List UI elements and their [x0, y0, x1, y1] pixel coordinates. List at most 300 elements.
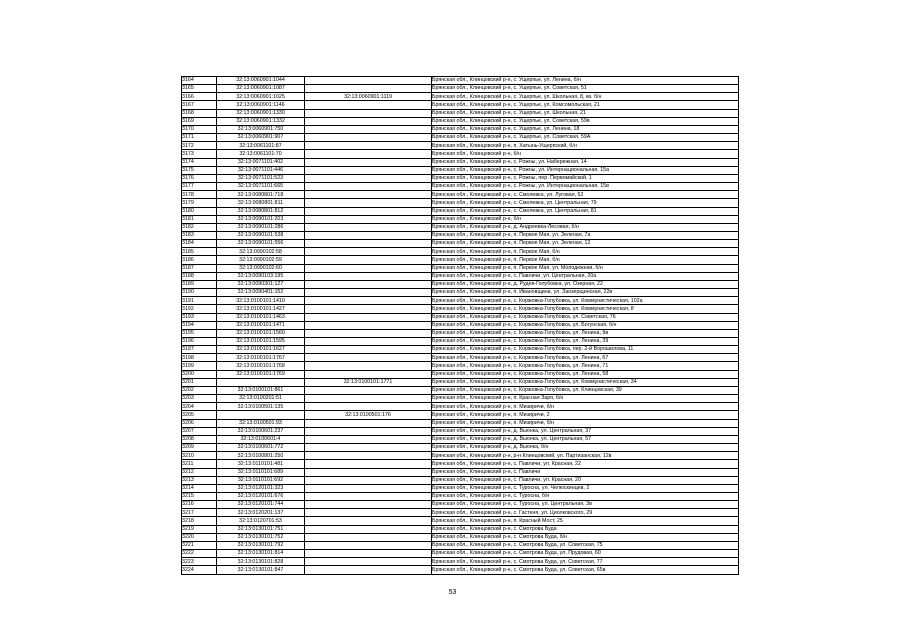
- cadastral-number-secondary: [305, 541, 432, 549]
- row-number: 3171: [182, 134, 217, 142]
- row-number: 3177: [182, 183, 217, 191]
- cadastral-number-secondary: [305, 338, 432, 346]
- address-cell: Брянская обл., Клинцовский р-н, п. Красный Мост, 25: [432, 517, 739, 525]
- cadastral-number-secondary: [305, 460, 432, 468]
- cadastral-number: 32:13:0060901:1087: [217, 85, 305, 93]
- cadastral-number-secondary: [305, 354, 432, 362]
- cadastral-number-secondary: [305, 150, 432, 158]
- table-row: [182, 329, 739, 337]
- cadastral-number: 32:13:0060901:907: [217, 134, 305, 142]
- address-cell: Брянская обл., Клинцовский р-н, с. Ущерпье, ул. Комсомольская, 21: [432, 101, 739, 109]
- table-row: [182, 362, 739, 370]
- table-row: [182, 386, 739, 394]
- row-number: 3173: [182, 150, 217, 158]
- table-row: [182, 297, 739, 305]
- row-number: 3222: [182, 550, 217, 558]
- cadastral-number-secondary: [305, 280, 432, 288]
- cadastral-number-secondary: [305, 240, 432, 248]
- cadastral-number: 32:13:0071101:523: [217, 174, 305, 182]
- row-number: 3168: [182, 109, 217, 117]
- row-number: 3213: [182, 476, 217, 484]
- cadastral-number: 32:13:0100101:1627: [217, 346, 305, 354]
- table-row: [182, 550, 739, 558]
- address-cell: Брянская обл., Клинцовский р-н, б/н: [432, 150, 739, 158]
- row-number: 3184: [182, 240, 217, 248]
- row-number: 3185: [182, 248, 217, 256]
- row-number: 3201: [182, 378, 217, 386]
- table-row: [182, 174, 739, 182]
- address-cell: Брянская обл., Клинцовский р-н, с. Смолевка, ул. Луговая, 52: [432, 191, 739, 199]
- cadastral-number: 32:13:0130101:828: [217, 558, 305, 566]
- row-number: 3186: [182, 256, 217, 264]
- cadastral-number-secondary: [305, 142, 432, 150]
- address-cell: Брянская обл., Клинцовский р-н, п. Хатынь-Ущерпский, б/н: [432, 142, 739, 150]
- address-cell: Брянская обл., Клинцовский р-н, с. Ущерпье, ул. Советская, 59в: [432, 117, 739, 125]
- table-row: [182, 444, 739, 452]
- cadastral-number: 32:13:0060901:1330: [217, 109, 305, 117]
- cadastral-number: 32:13:0060901:1146: [217, 101, 305, 109]
- address-cell: Брянская обл., Клинцовский р-н, с. Ущерпье, ул. Ленина, 18: [432, 125, 739, 133]
- cadastral-number-secondary: [305, 476, 432, 484]
- cadastral-number-secondary: [305, 386, 432, 394]
- address-cell: Брянская обл., Клинцовский р-н, б/н: [432, 215, 739, 223]
- table-row: [182, 166, 739, 174]
- row-number: 3176: [182, 174, 217, 182]
- cadastral-number-secondary: [305, 272, 432, 280]
- address-cell: Брянская обл., Клинцовский р-н, с. Ущерпье, ул. Советская, 51: [432, 85, 739, 93]
- row-number: 3197: [182, 346, 217, 354]
- table-row: [182, 256, 739, 264]
- row-number: 3214: [182, 484, 217, 492]
- table-row: [182, 109, 739, 117]
- cadastral-number: 32:13:0120101:323: [217, 484, 305, 492]
- address-cell: Брянская обл., Клинцовский р-н, п. Первое Мая, б/н: [432, 248, 739, 256]
- table-row: [182, 77, 739, 85]
- address-cell: Брянская обл., Клинцовский р-н, с. Туросна, ул. Челюскинцев, 2: [432, 484, 739, 492]
- table-row: [182, 150, 739, 158]
- row-number: 3216: [182, 501, 217, 509]
- table-row: [182, 468, 739, 476]
- table-row: [182, 289, 739, 297]
- cadastral-number-secondary: 32:13:0100501:176: [305, 411, 432, 419]
- cadastral-number: 32:13:0120201:137: [217, 509, 305, 517]
- address-cell: Брянская обл., Клинцовский р-н, с. Смотрова Буда, ул. Прудовая, 60: [432, 550, 739, 558]
- cadastral-number-secondary: [305, 452, 432, 460]
- cadastral-number: 32:13:0061101:70: [217, 150, 305, 158]
- cadastral-number: 32:13:0100101:1769: [217, 370, 305, 378]
- row-number: 3190: [182, 289, 217, 297]
- cadastral-number: 32:13:0110101:689: [217, 468, 305, 476]
- cadastral-number-secondary: [305, 517, 432, 525]
- table-row: [182, 125, 739, 133]
- cadastral-number-secondary: [305, 492, 432, 500]
- table-row: [182, 248, 739, 256]
- cadastral-number: 32:13:0090101:556: [217, 240, 305, 248]
- cadastral-number: 32:13:0100101:1410: [217, 297, 305, 305]
- cadastral-number: 32:13:0060901:1025: [217, 93, 305, 101]
- cadastral-number: 32:13:0080801:811: [217, 199, 305, 207]
- address-cell: Брянская обл., Клинцовский р-н, с. Смолевка, ул. Центральная, 79: [432, 199, 739, 207]
- address-cell: Брянская обл., Клинцовский р-н, с. Рожны, ул. Интернациональная, 15в: [432, 183, 739, 191]
- row-number: 3189: [182, 280, 217, 288]
- table-row: [182, 346, 739, 354]
- address-cell: Брянская обл., Клинцовский р-н, с. Коржовка-Голубовка, ул. Ленина, 9в: [432, 329, 739, 337]
- address-cell: Брянская обл., Клинцовский р-н, д. Вьюнка, ул. Центральная, 37: [432, 427, 739, 435]
- cadastral-number-secondary: [305, 346, 432, 354]
- row-number: 3218: [182, 517, 217, 525]
- table-row: [182, 427, 739, 435]
- row-number: 3215: [182, 492, 217, 500]
- row-number: 3210: [182, 452, 217, 460]
- address-cell: Брянская обл., Клинцовский р-н, с. Коржовка-Голубовка, ул. Клинцовская, 39: [432, 386, 739, 394]
- row-number: 3187: [182, 264, 217, 272]
- row-number: 3223: [182, 558, 217, 566]
- table-row: [182, 558, 739, 566]
- address-cell: Брянская обл., Клинцовский р-н, с. Коржовка-Голубовка, пер. 2-й Ворошилова, 11: [432, 346, 739, 354]
- cadastral-number: 32:13:0100101:1471: [217, 321, 305, 329]
- cadastral-number: 32:13:0071101:402: [217, 158, 305, 166]
- cadastral-number-secondary: [305, 427, 432, 435]
- row-number: 3195: [182, 329, 217, 337]
- cadastral-number-secondary: [305, 297, 432, 305]
- cadastral-number-secondary: [305, 509, 432, 517]
- cadastral-number: 32:13:0100101:1768: [217, 362, 305, 370]
- cadastral-number-secondary: 32:13:0100101:1771: [305, 378, 432, 386]
- cadastral-number-secondary: [305, 558, 432, 566]
- address-cell: Брянская обл., Клинцовский р-н, с. Ущерпье, ул. Школьная, 21: [432, 109, 739, 117]
- address-cell: Брянская обл., Клинцовский р-н, п. Первое Мая, ул. Молодежная, б/н: [432, 264, 739, 272]
- row-number: 3181: [182, 215, 217, 223]
- cadastral-number-secondary: [305, 191, 432, 199]
- cadastral-number: 32:13:0130101:751: [217, 525, 305, 533]
- cadastral-number-secondary: [305, 525, 432, 533]
- address-cell: Брянская обл., Клинцовский р-н, с. Смолевка, ул. Центральная, 81: [432, 207, 739, 215]
- table-row: [182, 525, 739, 533]
- table-row: [182, 199, 739, 207]
- table-row: [182, 354, 739, 362]
- row-number: 3206: [182, 419, 217, 427]
- cadastral-number-secondary: [305, 370, 432, 378]
- cadastral-number-secondary: [305, 362, 432, 370]
- address-cell: Брянская обл., Клинцовский р-н, п. Первое Мая, ул. Зеленая, 7а: [432, 231, 739, 239]
- cadastral-number: 32:13:0120101:744: [217, 501, 305, 509]
- cadastral-number: 32:13:0130101:814: [217, 550, 305, 558]
- address-cell: Брянская обл., Клинцовский р-н, с. Коржовка-Голубовка, ул. Коммунистическая, 102а: [432, 297, 739, 305]
- table-row: [182, 158, 739, 166]
- row-number: 3196: [182, 338, 217, 346]
- address-cell: Брянская обл., Клинцовский р-н, п. Мизиричи, б/н: [432, 419, 739, 427]
- address-cell: Брянская обл., Клинцовский р-н, с. Коржовка-Голубовка, ул. Советская, 76: [432, 313, 739, 321]
- row-number: 3193: [182, 313, 217, 321]
- cadastral-number: 32:13:0100101:1463: [217, 313, 305, 321]
- cadastral-number: 32:13:0110101:481: [217, 460, 305, 468]
- address-cell: Брянская обл., Клинцовский р-н, с. Туросна, б/н: [432, 492, 739, 500]
- table-row: [182, 492, 739, 500]
- cadastral-number-secondary: [305, 403, 432, 411]
- address-cell: Брянская обл., Клинцовский р-н, с. Коржовка-Голубовка, ул. Коммунистическая, 8: [432, 305, 739, 313]
- table-row: [182, 215, 739, 223]
- table-row: [182, 435, 739, 443]
- cadastral-number: 32:13:0100601:772: [217, 444, 305, 452]
- cadastral-number: 32:13:0100201:51: [217, 395, 305, 403]
- registry-table-body: [182, 77, 739, 575]
- address-cell: Брянская обл., Клинцовский р-н, с. Коржовка-Голубовка, ул. Ленина, 71: [432, 362, 739, 370]
- row-number: 3207: [182, 427, 217, 435]
- cadastral-number: 32:13:0100601:4: [217, 435, 305, 443]
- cadastral-number-secondary: [305, 207, 432, 215]
- row-number: 3209: [182, 444, 217, 452]
- address-cell: Брянская обл., Клинцовский р-н, п. Ивановщина, ул. Заозерщинская, 22в: [432, 289, 739, 297]
- row-number: 3178: [182, 191, 217, 199]
- row-number: 3179: [182, 199, 217, 207]
- address-cell: Брянская обл., Клинцовский р-н, с. Смотрова Буда: [432, 525, 739, 533]
- cadastral-number-secondary: [305, 174, 432, 182]
- cadastral-number: 32:13:0090101:286: [217, 223, 305, 231]
- row-number: 3212: [182, 468, 217, 476]
- table-row: [182, 395, 739, 403]
- row-number: 3191: [182, 297, 217, 305]
- row-number: 3203: [182, 395, 217, 403]
- cadastral-number: 32:13:0071101:665: [217, 183, 305, 191]
- cadastral-number: 32:13:0100601:237: [217, 427, 305, 435]
- table-row: [182, 460, 739, 468]
- address-cell: Брянская обл., Клинцовский р-н, с. Павличи, ул. Центральная, 20а: [432, 272, 739, 280]
- table-row: [182, 403, 739, 411]
- table-row: [182, 264, 739, 272]
- cadastral-number-secondary: [305, 215, 432, 223]
- table-row: [182, 142, 739, 150]
- cadastral-number-secondary: [305, 264, 432, 272]
- cadastral-number: 32:13:0090103:195: [217, 272, 305, 280]
- cadastral-number-secondary: [305, 566, 432, 574]
- address-cell: Брянская обл., Клинцовский р-н, с. Ущерпье, ул. Советская, 59А: [432, 134, 739, 142]
- cadastral-number-secondary: [305, 125, 432, 133]
- address-cell: Брянская обл., Клинцовский р-н, с. Коржовка-Голубовка, ул. Богунская, б/н: [432, 321, 739, 329]
- cadastral-number-secondary: [305, 484, 432, 492]
- table-row: [182, 476, 739, 484]
- cadastral-number-secondary: [305, 248, 432, 256]
- table-row: [182, 509, 739, 517]
- cadastral-number: 32:13:0100101:1560: [217, 329, 305, 337]
- address-cell: Брянская обл., Клинцовский р-н, с. Коржовка-Голубовка, ул. Коммунистическая, 34: [432, 378, 739, 386]
- cadastral-number: 32:13:0090401:152: [217, 289, 305, 297]
- address-cell: Брянская обл., Клинцовский р-н, п. Красная Заря, б/н: [432, 395, 739, 403]
- cadastral-number: 32:13:0130101:847: [217, 566, 305, 574]
- row-number: 3217: [182, 509, 217, 517]
- row-number: 3200: [182, 370, 217, 378]
- address-cell: Брянская обл., Клинцовский р-н, п. Мизиричи, б/н: [432, 403, 739, 411]
- table-row: [182, 134, 739, 142]
- table-row: [182, 183, 739, 191]
- row-number: 3199: [182, 362, 217, 370]
- row-number: 3204: [182, 403, 217, 411]
- table-row: [182, 207, 739, 215]
- cadastral-number: 32:13:0100101:1427: [217, 305, 305, 313]
- cadastral-number-secondary: [305, 134, 432, 142]
- cadastral-number-secondary: [305, 231, 432, 239]
- cadastral-number-secondary: [305, 395, 432, 403]
- table-row: [182, 85, 739, 93]
- table-row: [182, 117, 739, 125]
- cadastral-number: 32:13:0130101:752: [217, 533, 305, 541]
- table-row: [182, 321, 739, 329]
- table-row: [182, 231, 739, 239]
- cadastral-number-secondary: [305, 256, 432, 264]
- cadastral-number: 32:13:0080801:718: [217, 191, 305, 199]
- row-number: 3180: [182, 207, 217, 215]
- cadastral-number-secondary: [305, 501, 432, 509]
- row-number: 3169: [182, 117, 217, 125]
- cadastral-number: [217, 378, 305, 386]
- address-cell: Брянская обл., Клинцовский р-н, с. Рожны, ул. Набережная, 14: [432, 158, 739, 166]
- table-row: [182, 533, 739, 541]
- row-number: 3174: [182, 158, 217, 166]
- cadastral-number-secondary: [305, 117, 432, 125]
- cadastral-number: 32:13:0100501:93: [217, 419, 305, 427]
- address-cell: Брянская обл., Клинцовский р-н, с. Смотрова Буда, ул. Советская, 77: [432, 558, 739, 566]
- table-row: [182, 484, 739, 492]
- cadastral-number: 32:13:0100101:1595: [217, 338, 305, 346]
- cadastral-number: 32:13:0090102:60: [217, 264, 305, 272]
- cadastral-number-secondary: [305, 109, 432, 117]
- address-cell: Брянская обл., Клинцовский р-н, с. Павличи: [432, 468, 739, 476]
- address-cell: Брянская обл., Клинцовский р-н, с. Ущерпье, ул. Ленина, б/н: [432, 77, 739, 85]
- address-cell: Брянская обл., Клинцовский р-н, с. Рожны, ул. Интернациональная, 15а: [432, 166, 739, 174]
- cadastral-number: 32:13:0110101:692: [217, 476, 305, 484]
- address-cell: Брянская обл., Клинцовский р-н, с. Рожны, пер. Первомайский, 1: [432, 174, 739, 182]
- table-row: [182, 272, 739, 280]
- address-cell: Брянская обл., Клинцовский р-н, с. Гастеня, ул. Циолковского, 29: [432, 509, 739, 517]
- cadastral-number: 32:13:0090101:538: [217, 231, 305, 239]
- table-row: [182, 370, 739, 378]
- row-number: 3202: [182, 386, 217, 394]
- row-number: 3183: [182, 231, 217, 239]
- table-row: [182, 501, 739, 509]
- address-cell: Брянская обл., Клинцовский р-н, д. Вьюнка, б/н: [432, 444, 739, 452]
- cadastral-number: 32:13:0090102:58: [217, 248, 305, 256]
- address-cell: Брянская обл., Клинцовский р-н, с. Коржовка-Голубовка, ул. Ленина, 39: [432, 338, 739, 346]
- cadastral-number: 32:13:0090102:59: [217, 256, 305, 264]
- table-row: [182, 378, 739, 386]
- cadastral-number-secondary: [305, 183, 432, 191]
- cadastral-number-secondary: [305, 468, 432, 476]
- cadastral-number-secondary: [305, 444, 432, 452]
- row-number: 3198: [182, 354, 217, 362]
- table-row: [182, 223, 739, 231]
- cadastral-number: 32:13:0100501:135: [217, 403, 305, 411]
- cadastral-number-secondary: [305, 101, 432, 109]
- address-cell: Брянская обл., Клинцовский р-н, с. Коржовка-Голубовка, ул. Ленина, 67: [432, 354, 739, 362]
- table-row: [182, 419, 739, 427]
- address-cell: Брянская обл., Клинцовский р-н, п. Первое Мая, б/н: [432, 256, 739, 264]
- cadastral-number-secondary: [305, 305, 432, 313]
- table-row: [182, 313, 739, 321]
- cadastral-number-secondary: 32:13:0060901:1119: [305, 93, 432, 101]
- cadastral-number-secondary: [305, 223, 432, 231]
- cadastral-number: 32:13:0060901:1332: [217, 117, 305, 125]
- cadastral-number: 32:13:0100801:250: [217, 452, 305, 460]
- table-row: [182, 517, 739, 525]
- address-cell: Брянская обл., Клинцовский р-н, с. Смотрова Буда, ул. Советская, 65в: [432, 566, 739, 574]
- row-number: 3208: [182, 435, 217, 443]
- row-number: 3221: [182, 541, 217, 549]
- row-number: 3211: [182, 460, 217, 468]
- address-cell: Брянская обл., Клинцовский р-н, с. Смотрова Буда, ул. Советская, 75: [432, 541, 739, 549]
- address-cell: Брянская обл., Клинцовский р-н, д. Рудня-Голубовка, ул. Озерная, 22: [432, 280, 739, 288]
- cadastral-number: [217, 411, 305, 419]
- row-number: 3182: [182, 223, 217, 231]
- table-row: [182, 338, 739, 346]
- cadastral-number-secondary: [305, 166, 432, 174]
- address-cell: Брянская обл., Клинцовский р-н, р-н Клинцовский, ул. Партизанская, 12в: [432, 452, 739, 460]
- cadastral-number: 32:13:0120101:676: [217, 492, 305, 500]
- page-number: 53: [448, 589, 457, 596]
- cadastral-number: 32:13:0061101:87: [217, 142, 305, 150]
- cadastral-number-secondary: [305, 435, 432, 443]
- row-number: 3172: [182, 142, 217, 150]
- row-number: 3166: [182, 93, 217, 101]
- cadastral-number-secondary: [305, 199, 432, 207]
- row-number: 3164: [182, 77, 217, 85]
- row-number: 3165: [182, 85, 217, 93]
- address-cell: Брянская обл., Клинцовский р-н, с. Ущерпье, ул. Школьная, 8, кв. б/н: [432, 93, 739, 101]
- table-row: [182, 305, 739, 313]
- address-cell: Брянская обл., Клинцовский р-н, д. Андреевка-Лесовая, б/н: [432, 223, 739, 231]
- cadastral-number-secondary: [305, 419, 432, 427]
- row-number: 3194: [182, 321, 217, 329]
- row-number: 3188: [182, 272, 217, 280]
- row-number: 3175: [182, 166, 217, 174]
- table-row: [182, 280, 739, 288]
- cadastral-number: 32:13:0080801:812: [217, 207, 305, 215]
- cadastral-number-secondary: [305, 329, 432, 337]
- cadastral-number: 32:13:0100101:1767: [217, 354, 305, 362]
- cadastral-number: 32:13:0090301:127: [217, 280, 305, 288]
- address-cell: Брянская обл., Клинцовский р-н, с. Смотрова Буда, б/н: [432, 533, 739, 541]
- cadastral-number-secondary: [305, 550, 432, 558]
- table-row: [182, 240, 739, 248]
- address-cell: Брянская обл., Клинцовский р-н, с. Павличи, ул. Красная, 22: [432, 460, 739, 468]
- row-number: 3167: [182, 101, 217, 109]
- cadastral-number: 32:13:0060901:750: [217, 125, 305, 133]
- address-cell: Брянская обл., Клинцовский р-н, с. Коржовка-Голубовка, ул. Ленина, 58: [432, 370, 739, 378]
- cadastral-number: 32:13:0130101:792: [217, 541, 305, 549]
- row-number: 3192: [182, 305, 217, 313]
- cadastral-number: 32:13:0060901:1044: [217, 77, 305, 85]
- address-cell: Брянская обл., Клинцовский р-н, п. Мизиричи, 2: [432, 411, 739, 419]
- cadastral-number: 32:13:0090101:203: [217, 215, 305, 223]
- table-row: [182, 93, 739, 101]
- table-row: [182, 191, 739, 199]
- row-number: 3219: [182, 525, 217, 533]
- address-cell: Брянская обл., Клинцовский р-н, с. Туросна, ул. Центральная, 3в: [432, 501, 739, 509]
- cadastral-number-secondary: [305, 313, 432, 321]
- cadastral-number-secondary: [305, 85, 432, 93]
- address-cell: Брянская обл., Клинцовский р-н, с. Павличи, ул. Красная, 20: [432, 476, 739, 484]
- table-row: [182, 452, 739, 460]
- address-cell: Брянская обл., Клинцовский р-н, д. Вьюнка, ул. Центральная, 57: [432, 435, 739, 443]
- table-row: [182, 566, 739, 574]
- row-number: 3205: [182, 411, 217, 419]
- cadastral-number: 32:13:0120701:53: [217, 517, 305, 525]
- row-number: 3220: [182, 533, 217, 541]
- cadastral-number-secondary: [305, 289, 432, 297]
- table-row: [182, 411, 739, 419]
- address-cell: Брянская обл., Клинцовский р-н, п. Первое Мая, ул. Зеленая, 12: [432, 240, 739, 248]
- table-row: [182, 541, 739, 549]
- registry-table: [181, 76, 739, 575]
- row-number: 3170: [182, 125, 217, 133]
